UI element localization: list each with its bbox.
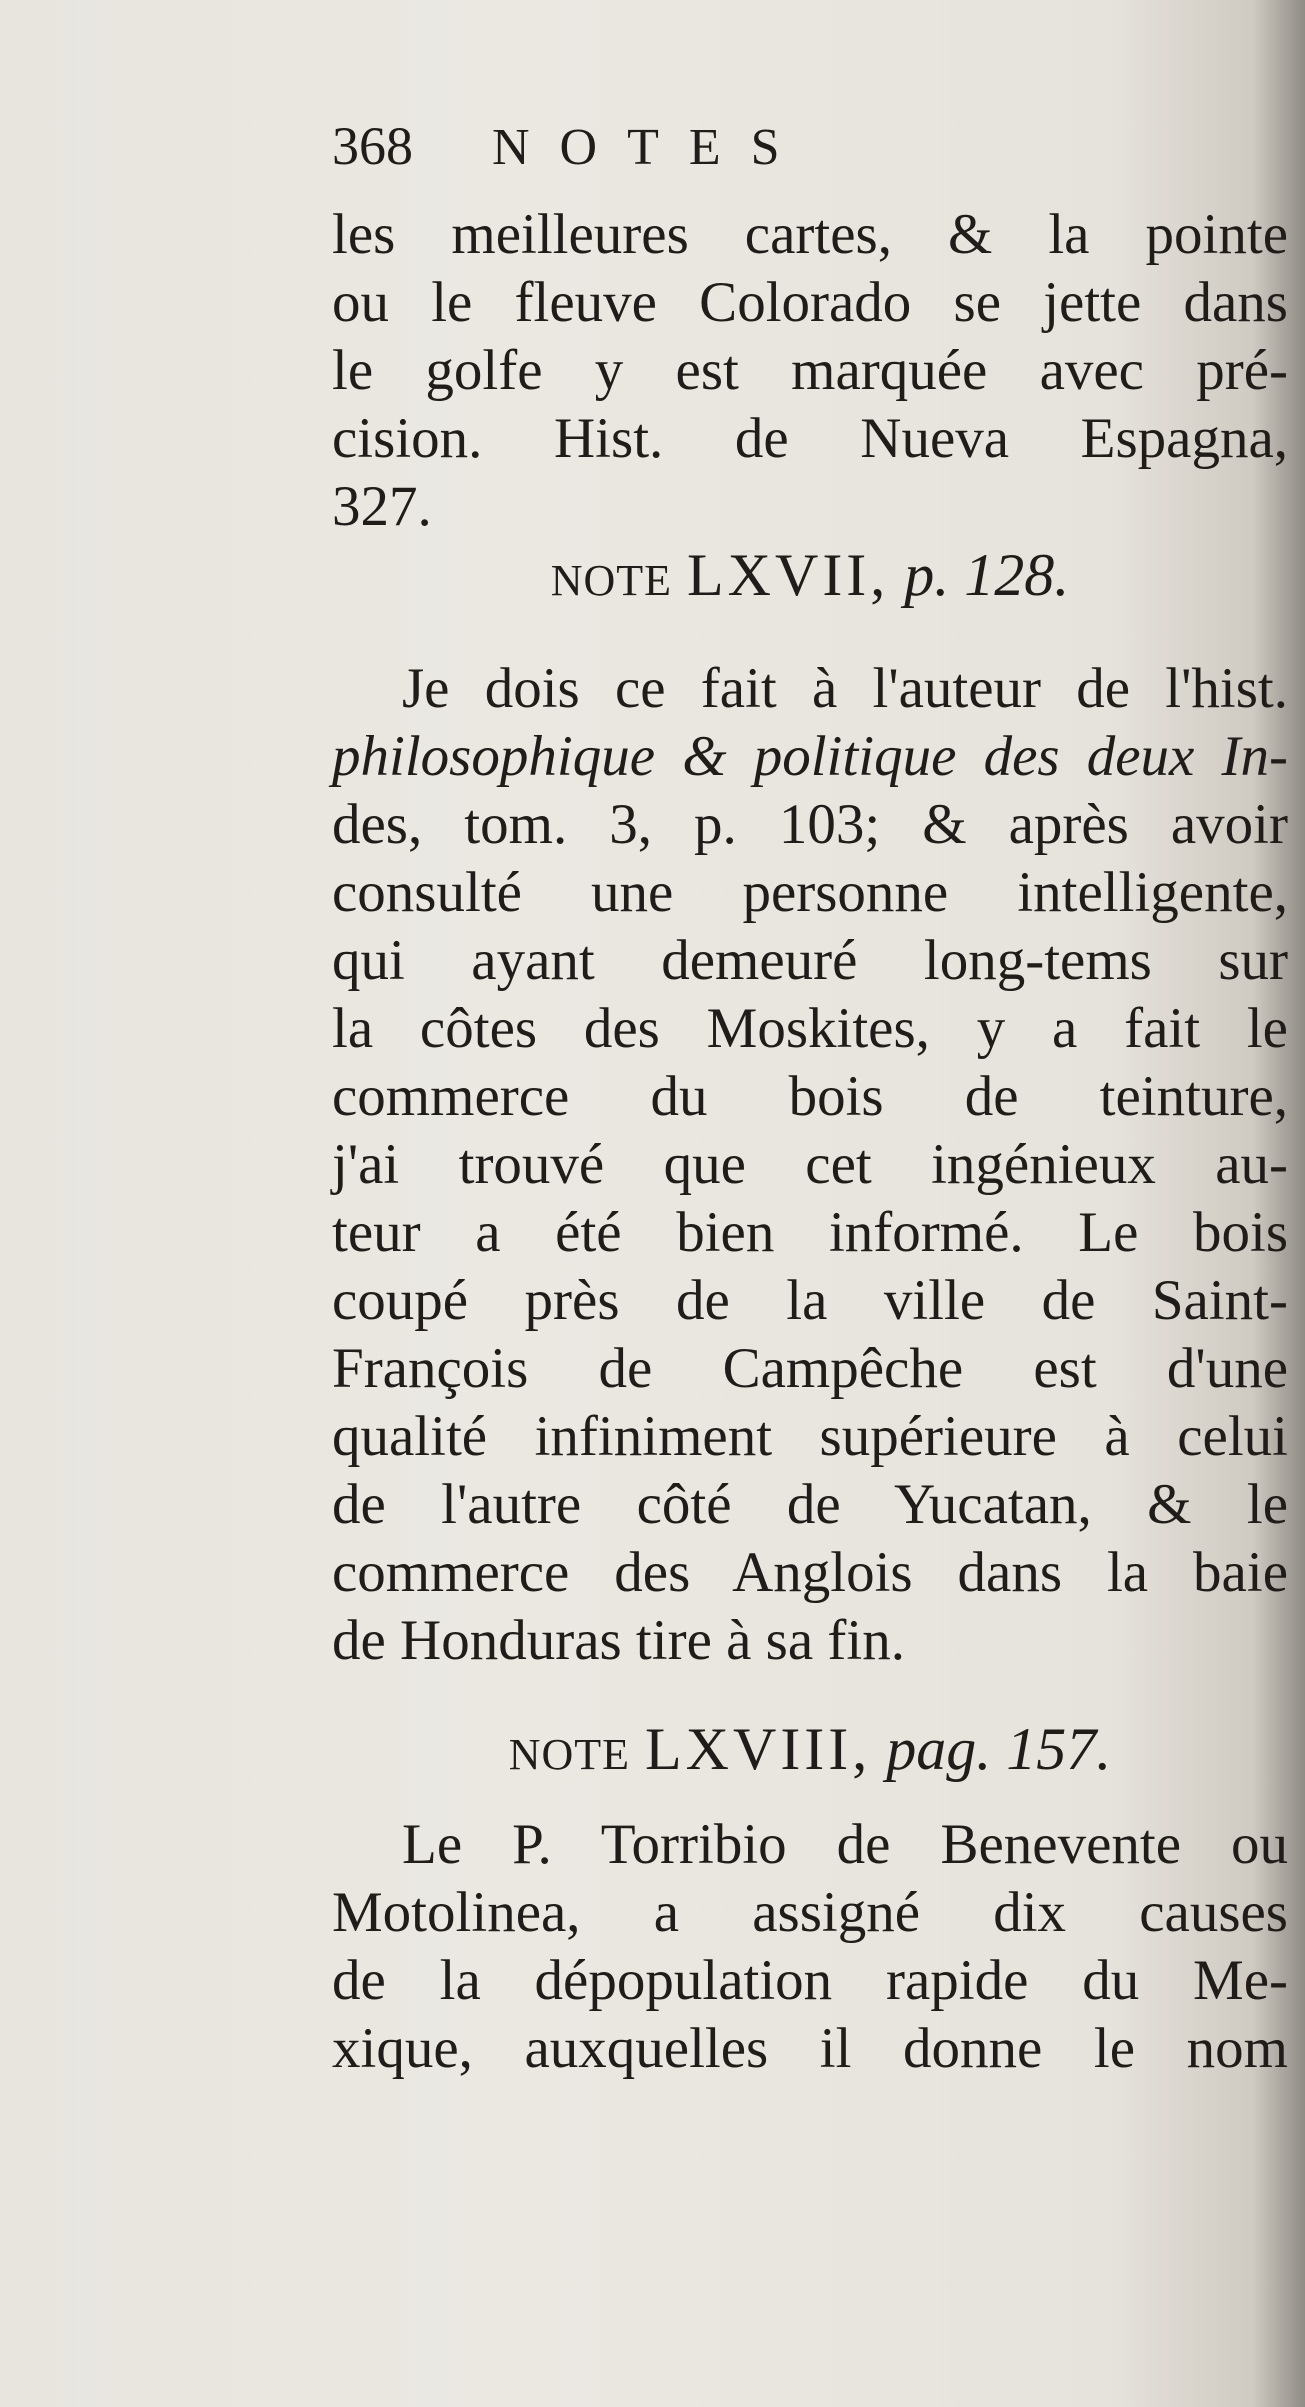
text-line: de la dépopulation rapide du Me- bbox=[332, 1949, 1288, 2012]
note-heading-word: NOTE bbox=[550, 556, 673, 605]
text-line: la côtes des Moskites, y a fait le bbox=[332, 997, 1288, 1060]
page-number: 368 bbox=[332, 116, 413, 176]
text-line: coupé près de la ville de Saint- bbox=[332, 1269, 1288, 1332]
text-line: ou le fleuve Colorado se jette dans bbox=[332, 271, 1288, 334]
note-68-body bbox=[332, 1811, 1288, 2083]
continuation-paragraph bbox=[332, 201, 1288, 541]
note-67-heading bbox=[332, 541, 1288, 615]
text-line: philosophique & politique des deux In- bbox=[332, 725, 1288, 788]
text-line: qui ayant demeuré long-tems sur bbox=[332, 929, 1288, 992]
text-line: commerce du bois de teinture, bbox=[332, 1065, 1288, 1128]
note-heading-reference: pag. 157. bbox=[886, 1716, 1112, 1782]
note-heading-number: LXVIII, bbox=[645, 1716, 872, 1782]
text-line: Le P. Torribio de Benevente ou bbox=[402, 1813, 1288, 1876]
book-page bbox=[332, 115, 1288, 2083]
text-line: j'ai trouvé que cet ingénieux au- bbox=[332, 1133, 1288, 1196]
text-line: les meilleures cartes, & la pointe bbox=[332, 203, 1288, 266]
text-line: de Honduras tire à sa fin. bbox=[332, 1609, 905, 1672]
text-line: Motolinea, a assigné dix causes bbox=[332, 1881, 1288, 1944]
text-line: François de Campêche est d'une bbox=[332, 1337, 1288, 1400]
text-line: teur a été bien informé. Le bois bbox=[332, 1201, 1288, 1264]
page-header bbox=[332, 115, 1288, 201]
text-line: xique, auxquelles il donne le nom bbox=[332, 2017, 1288, 2080]
note-68-heading bbox=[332, 1715, 1288, 1789]
note-heading-number: LXVII, bbox=[687, 542, 890, 608]
text-line: le golfe y est marquée avec pré- bbox=[332, 339, 1288, 402]
text-line: des, tom. 3, p. 103; & après avoir bbox=[332, 793, 1288, 856]
text-line: qualité infiniment supérieure à celui bbox=[332, 1405, 1288, 1468]
running-title: NOTES bbox=[492, 119, 810, 176]
note-heading-reference: p. 128. bbox=[904, 542, 1070, 608]
text-line: consulté une personne intelligente, bbox=[332, 861, 1288, 924]
note-heading-word: NOTE bbox=[508, 1730, 631, 1779]
note-67-body bbox=[332, 655, 1288, 1675]
text-line: de l'autre côté de Yucatan, & le bbox=[332, 1473, 1288, 1536]
text-line: Je dois ce fait à l'auteur de l'hist. bbox=[402, 657, 1288, 720]
text-line: commerce des Anglois dans la baie bbox=[332, 1541, 1288, 1604]
text-line: 327. bbox=[332, 475, 432, 538]
text-line: cision. Hist. de Nueva Espagna, bbox=[332, 407, 1288, 470]
